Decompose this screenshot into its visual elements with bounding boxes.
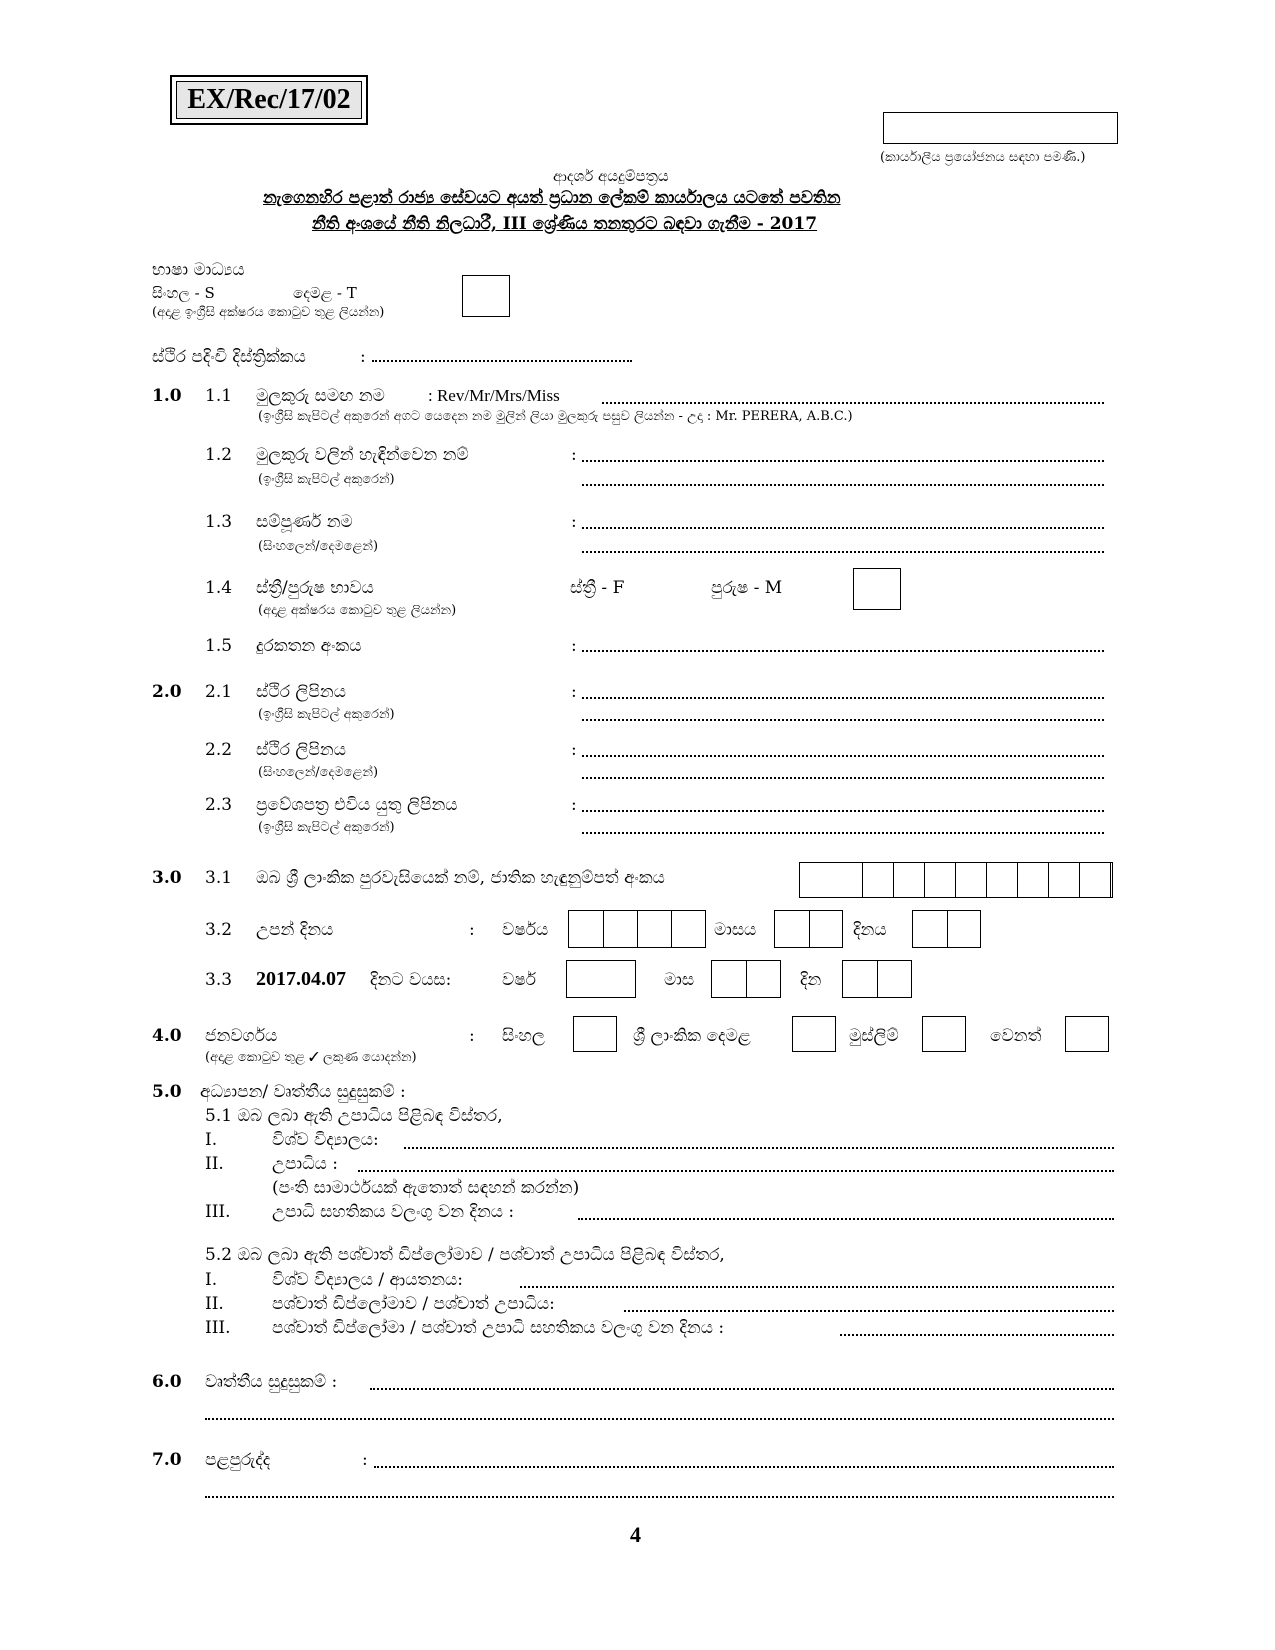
name-with-initials-field[interactable]	[602, 402, 1104, 404]
district-label: ස්ථිර පදිංචි දිස්ත්‍රික්කය	[152, 347, 306, 367]
dob-month-boxes[interactable]	[774, 910, 843, 948]
full-name-field-1[interactable]	[582, 527, 1104, 529]
item-1-3-num: 1.3	[205, 512, 233, 532]
permanent-address-en-field-1[interactable]	[582, 697, 1104, 699]
item-1-1-note: (ඉංග්‍රීසි කැපිටල් අකුරෙන් අගට යෙදෙන නම මුලින් ලියා මුලකුරු පසුව ලියන්න - උදා : Mr. PERERA, A.B.C.)	[258, 409, 853, 424]
professional-qualifications-field-1[interactable]	[370, 1388, 1114, 1390]
item-2-1-num: 2.1	[205, 682, 233, 702]
district-colon: :	[360, 347, 366, 367]
district-field[interactable]	[372, 360, 632, 362]
language-label: භාෂා මාධ්‍යය	[152, 260, 245, 280]
item-1-5-num: 1.5	[205, 636, 233, 656]
item-3-2-num: 3.2	[205, 920, 233, 940]
postgrad-institute-field[interactable]	[520, 1286, 1114, 1288]
item-1-2-note: (ඉංග්‍රීසි කැපිටල් අකුරෙන්)	[258, 472, 395, 487]
section-6-num: 6.0	[152, 1372, 182, 1392]
names-denoted-field-1[interactable]	[582, 460, 1104, 462]
degree-subheading: 5.1 ඔබ ලබා ඇති උපාධිය පිළිබඳ විස්තර,	[205, 1106, 503, 1126]
title-line-1: නැගෙනහිර පළාත් රාජ්‍ය සේවයට අයත් ප්‍රධාන ලේකම් කාර්යාලය යටතේ පවතින	[263, 188, 841, 208]
experience-colon: :	[362, 1450, 368, 1470]
form-label: ආදර්ශ අයදුම්පත්‍රය	[553, 167, 669, 185]
degree-validity-field[interactable]	[578, 1218, 1114, 1220]
experience-label: පළපුරුද්ද	[205, 1450, 271, 1470]
item-1-1-prefix: : Rev/Mr/Mrs/Miss	[428, 386, 560, 405]
language-note: (අදාළ ඉංග්‍රීසි අක්ෂරය කොටුව තුළ ලියන්න)	[152, 305, 385, 320]
ethnicity-tamil-label: ශ්‍රී ලාංකික දෙමළ	[633, 1026, 751, 1046]
office-use-note: (කාර්යාලීය ප්‍රයෝජනය සඳහා පමණි.)	[880, 150, 1086, 165]
ethnicity-sinhala-box[interactable]	[573, 1016, 617, 1052]
experience-field-2[interactable]	[205, 1496, 1114, 1498]
postgrad-subheading: 5.2 ඔබ ලබා ඇති පශ්චාත් ඩිප්ලෝමාව / පශ්චාත් උපාධිය පිළිබඳ විස්තර,	[205, 1245, 725, 1265]
item-2-2-label: ස්ථිර ලිපිනය	[256, 740, 346, 760]
item-1-4-note: (අදාළ අක්ෂරය කොටුව තුළ ලියන්න)	[258, 603, 457, 618]
admission-address-field-1[interactable]	[582, 810, 1104, 812]
postgrad-row-3-num: III.	[205, 1318, 231, 1338]
item-2-3-note: (ඉංග්‍රීසි කැපිටල් අකුරෙන්)	[258, 820, 395, 835]
item-1-3-colon: :	[571, 512, 577, 532]
item-2-3-colon: :	[571, 795, 577, 815]
professional-qualifications-field-2[interactable]	[205, 1418, 1114, 1420]
item-3-3-label: දිනට වයස:	[370, 970, 452, 990]
section-1-num: 1.0	[152, 386, 182, 406]
dob-year-boxes[interactable]	[568, 910, 706, 948]
ethnicity-other-box[interactable]	[1065, 1016, 1109, 1052]
item-1-3-note: (සිංහලෙන්/දෙමළෙන්)	[258, 539, 379, 554]
postgrad-institute-label: විශ්ව විද්‍යාලය / ආයතනය:	[272, 1270, 464, 1290]
item-1-5-colon: :	[571, 636, 577, 656]
degree-row-3-num: III.	[205, 1202, 231, 1222]
experience-field-1[interactable]	[374, 1466, 1114, 1468]
ethnicity-tamil-box[interactable]	[792, 1016, 836, 1052]
language-tamil: දෙමළ - T	[293, 284, 357, 302]
section-4-num: 4.0	[152, 1026, 182, 1046]
gender-male-option: පුරුෂ - M	[711, 578, 783, 598]
section-5-num: 5.0	[152, 1082, 182, 1102]
postgrad-validity-field[interactable]	[840, 1334, 1114, 1336]
item-1-2-num: 1.2	[205, 445, 233, 465]
qualifications-label: අධ්‍යාපන/ වෘත්තීය සුදුසුකම් :	[200, 1082, 406, 1102]
item-2-1-colon: :	[571, 682, 577, 702]
title-line-2: නීති අංශයේ නීති නිලධාරී, III ශ්‍රේණිය තනතුරට බඳවා ගැනීම - 2017	[312, 214, 818, 234]
ethnicity-colon: :	[469, 1026, 475, 1046]
dob-month-label: මාසය	[714, 920, 757, 940]
age-year-box[interactable]	[566, 960, 636, 998]
postgrad-name-label: පශ්චාත් ඩිප්ලෝමාව / පශ්චාත් උපාධිය:	[272, 1294, 555, 1314]
dob-year-label: වර්ෂය	[502, 920, 549, 940]
item-1-2-label: මුලකුරු වලින් හැඳින්වෙන නම්	[256, 445, 469, 465]
dob-day-label: දිනය	[853, 920, 887, 940]
full-name-field-2[interactable]	[582, 551, 1104, 553]
permanent-address-si-field-1[interactable]	[582, 755, 1104, 757]
language-sinhala: සිංහල - S	[152, 284, 215, 302]
admission-address-field-2[interactable]	[582, 832, 1104, 834]
item-2-1-note: (ඉංග්‍රීසි කැපිටල් අකුරෙන්)	[258, 707, 395, 722]
item-1-3-label: සම්පූර්ණ නම	[256, 512, 353, 532]
age-month-label: මාස	[664, 970, 695, 990]
item-2-3-label: ප්‍රවේශපත්‍ර එවිය යුතු ලිපිනය	[256, 795, 458, 815]
permanent-address-en-field-2[interactable]	[582, 719, 1104, 721]
ethnicity-sinhala-label: සිංහල	[502, 1026, 545, 1046]
ethnicity-other-label: වෙනත්	[990, 1026, 1042, 1046]
degree-row-2-num: II.	[205, 1154, 224, 1174]
item-2-2-note: (සිංහලෙන්/දෙමළෙන්)	[258, 765, 379, 780]
section-2-num: 2.0	[152, 682, 182, 702]
form-code-box	[170, 75, 368, 125]
item-2-2-num: 2.2	[205, 740, 233, 760]
form-code: EX/Rec/17/02	[176, 81, 362, 119]
degree-class-note: (පංති සාමාර්ථයක් ඇතොත් සඳහන් කරන්න)	[272, 1178, 580, 1198]
postgrad-validity-label: පශ්චාත් ඩිප්ලෝමා / පශ්චාත් උපාධි සහතිකය වලංගු වන දිනය :	[272, 1318, 725, 1338]
language-box[interactable]	[462, 275, 510, 317]
item-2-1-label: ස්ථිර ලිපිනය	[256, 682, 346, 702]
item-3-2-colon: :	[469, 920, 475, 940]
postgrad-name-field[interactable]	[624, 1310, 1114, 1312]
item-3-1-num: 3.1	[205, 868, 233, 888]
gender-box[interactable]	[853, 568, 901, 610]
item-1-2-colon: :	[571, 445, 577, 465]
degree-university-label: විශ්ව විද්‍යාලය:	[272, 1130, 379, 1150]
office-use-box[interactable]	[883, 112, 1118, 144]
degree-name-label: උපාධිය :	[272, 1154, 339, 1174]
permanent-address-si-field-2[interactable]	[582, 777, 1104, 779]
postgrad-row-2-num: II.	[205, 1294, 224, 1314]
item-3-1-label: ඔබ ශ්‍රී ලාංකික පුරවැසියෙක් නම්, ජාතික හැඳුනුම්පත් අංකය	[256, 868, 665, 888]
professional-qualifications-label: වෘත්තීය සුදුසුකම් :	[205, 1372, 338, 1392]
page-number: 4	[630, 1522, 641, 1547]
ethnicity-label: ජනවර්ගය	[205, 1026, 278, 1046]
degree-name-field[interactable]	[358, 1170, 1114, 1172]
item-1-5-label: දුරකතන අංකය	[256, 636, 362, 656]
degree-row-1-num: I.	[205, 1130, 218, 1150]
ethnicity-muslim-label: මුස්ලිම්	[849, 1026, 899, 1046]
postgrad-row-1-num: I.	[205, 1270, 218, 1290]
ethnicity-note: (අදාළ කොටුව තුළ ✓ ලකුණ යොදන්න)	[205, 1050, 417, 1065]
age-month-boxes[interactable]	[711, 960, 781, 998]
age-reference-date: 2017.04.07	[256, 968, 346, 990]
item-2-3-num: 2.3	[205, 795, 233, 815]
item-3-2-label: උපන් දිනය	[256, 920, 334, 940]
gender-female-option: ස්ත්‍රී - F	[570, 578, 625, 598]
telephone-field[interactable]	[582, 650, 1104, 652]
item-1-1-num: 1.1	[205, 386, 233, 406]
age-year-label: වර්ෂ	[502, 970, 536, 990]
degree-university-field[interactable]	[404, 1147, 1114, 1149]
item-1-1-label: මුලකුරු සමඟ නම	[256, 386, 385, 406]
section-7-num: 7.0	[152, 1450, 182, 1470]
item-2-2-colon: :	[571, 740, 577, 760]
degree-validity-label: උපාධි සහතිකය වලංගු වන දිනය :	[272, 1202, 515, 1222]
dob-day-boxes[interactable]	[912, 910, 981, 948]
item-1-4-num: 1.4	[205, 578, 233, 598]
names-denoted-field-2[interactable]	[582, 484, 1104, 486]
item-1-4-label: ස්ත්‍රී/පුරුෂ භාවය	[256, 578, 374, 598]
item-3-3-num: 3.3	[205, 970, 233, 990]
ethnicity-muslim-box[interactable]	[922, 1016, 966, 1052]
section-3-num: 3.0	[152, 868, 182, 888]
age-day-boxes[interactable]	[842, 960, 912, 998]
nic-number-boxes[interactable]	[799, 862, 1113, 898]
age-day-label: දින	[800, 970, 822, 990]
